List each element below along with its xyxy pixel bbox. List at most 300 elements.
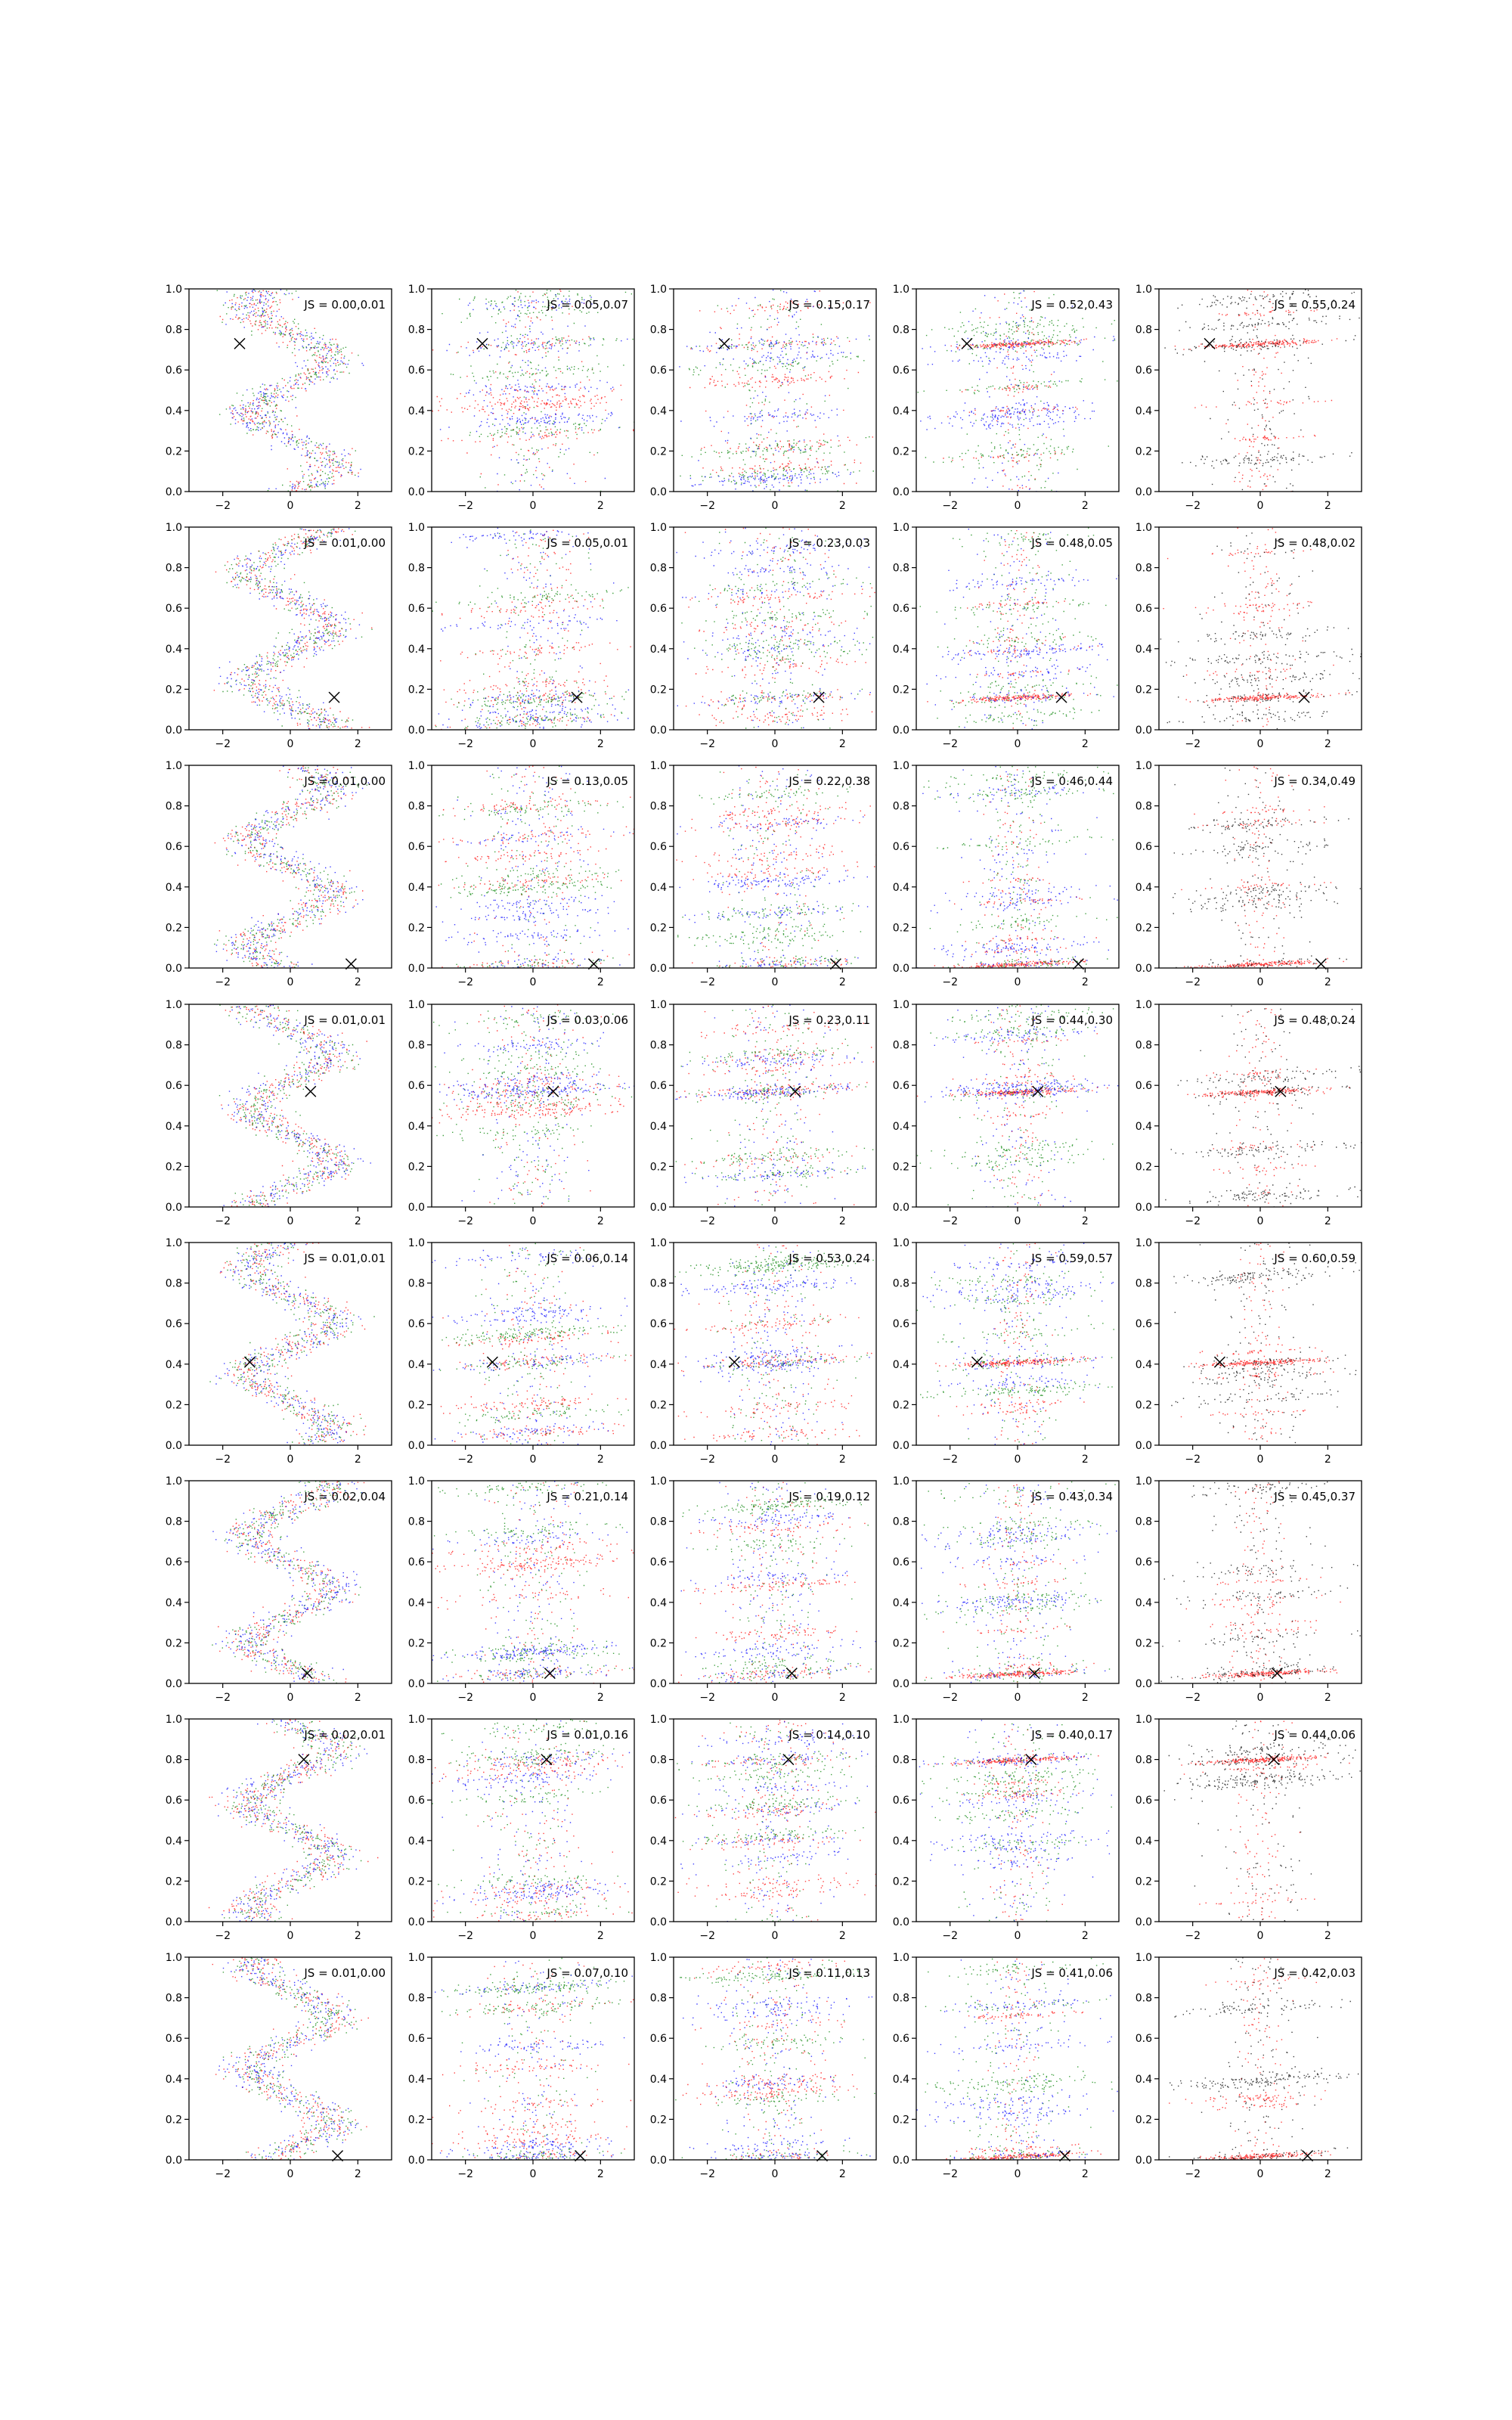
y-tick-label: 0.8	[649, 1992, 667, 2005]
points-red	[675, 1720, 876, 1922]
y-tick-label: 0.6	[407, 1556, 425, 1569]
y-tick-label: 0.2	[407, 1399, 425, 1412]
subplot-r3-c1	[408, 999, 635, 1227]
series-red	[676, 767, 876, 969]
y-tick-label: 0.4	[165, 1358, 182, 1371]
y-tick-label: 0.0	[649, 724, 667, 737]
x-tick-label: −2	[699, 738, 715, 750]
y-tick-label: 0.4	[892, 405, 909, 417]
js-annotation: JS = 0.23,0.11	[789, 1013, 870, 1027]
y-tick-label: 0.6	[1135, 2033, 1152, 2046]
y-tick-label: 0.2	[649, 1637, 667, 1650]
y-tick-label: 0.0	[165, 963, 182, 975]
y-tick-label: 1.0	[892, 1714, 909, 1726]
series-green	[438, 766, 624, 970]
y-tick-label: 0.4	[892, 1358, 909, 1371]
js-annotation: JS = 0.11,0.13	[789, 1966, 870, 1980]
y-tick-label: 0.6	[165, 1318, 182, 1331]
x-tick-label: 0	[529, 1215, 537, 1227]
series-red	[1169, 1958, 1331, 2161]
series-black	[1160, 1481, 1360, 1683]
scatter-points	[678, 1481, 876, 1684]
x-tick-label: 2	[596, 1930, 604, 1942]
series-green	[432, 1719, 629, 1922]
subplot-r0-c4	[1136, 284, 1362, 512]
subplot-r0-c0	[166, 284, 392, 512]
series-blue	[212, 1481, 362, 1684]
series-blue	[218, 528, 360, 731]
points-green	[681, 528, 873, 731]
subplot-r4-c4	[1136, 1237, 1362, 1466]
series-red	[928, 1724, 1098, 1920]
x-tick-label: −2	[1185, 2168, 1201, 2180]
points-green	[432, 1719, 629, 1922]
series-green	[681, 528, 873, 731]
series-green	[442, 1958, 624, 2161]
x-tick-label: 0	[529, 1454, 537, 1466]
points-red	[1186, 1481, 1341, 1684]
x-tick-label: −2	[457, 1215, 473, 1227]
y-tick-label: 0.8	[1135, 1039, 1152, 1052]
js-annotation: JS = 0.42,0.03	[1274, 1966, 1356, 1980]
y-tick-label: 1.0	[649, 760, 667, 772]
subplot-r4-c1	[408, 1237, 635, 1466]
points-green	[224, 1720, 361, 1922]
series-black	[1173, 768, 1361, 969]
subplot-r2-c1	[408, 760, 634, 988]
series-red	[689, 290, 873, 492]
series-green	[917, 1243, 1114, 1446]
subplot-r7-c2	[650, 1952, 877, 2180]
js-annotation: JS = 0.52,0.43	[1031, 298, 1113, 312]
y-tick-label: 0.0	[649, 1916, 667, 1928]
js-annotation: JS = 0.01,0.00	[304, 536, 386, 550]
points-red	[209, 1719, 379, 1922]
js-annotation: JS = 0.03,0.06	[547, 1013, 628, 1027]
scatter-points	[676, 765, 876, 969]
x-tick-label: −2	[457, 976, 473, 988]
y-tick-label: 0.0	[407, 1916, 425, 1928]
points-red	[683, 1959, 858, 2161]
points-green	[214, 768, 367, 970]
series-red	[221, 1005, 367, 1208]
x-tick-label: 0	[771, 1215, 779, 1227]
y-tick-label: 0.2	[649, 922, 667, 935]
points-black	[1164, 290, 1359, 492]
series-blue	[921, 1485, 1117, 1683]
y-tick-label: 0.8	[1135, 800, 1152, 813]
points-red	[220, 1243, 366, 1446]
y-tick-label: 0.0	[165, 1202, 182, 1214]
js-annotation: JS = 0.01,0.00	[304, 774, 386, 788]
points-blue	[925, 1006, 1119, 1208]
y-tick-label: 0.4	[892, 1120, 909, 1133]
series-green	[440, 1243, 629, 1444]
y-tick-label: 0.8	[649, 324, 667, 337]
x-tick-label: 2	[838, 500, 846, 512]
js-annotation: JS = 0.22,0.38	[789, 774, 870, 788]
y-tick-label: 0.4	[165, 643, 182, 656]
x-tick-label: 0	[1014, 500, 1021, 512]
subplot-r6-c3	[893, 1714, 1119, 1942]
y-tick-label: 0.8	[892, 1277, 909, 1290]
x-tick-label: −2	[215, 976, 231, 988]
y-tick-label: 0.0	[1135, 1678, 1152, 1690]
x-tick-label: −2	[699, 976, 715, 988]
y-tick-label: 0.8	[1135, 1754, 1152, 1767]
series-green	[224, 1720, 361, 1922]
points-green	[675, 1246, 874, 1444]
points-blue	[432, 1248, 635, 1447]
points-green	[918, 290, 1118, 491]
y-tick-label: 0.0	[892, 963, 909, 975]
series-blue	[919, 1720, 1112, 1922]
subplot-r3-c0	[166, 999, 392, 1227]
series-blue	[677, 528, 871, 728]
points-red	[1169, 1958, 1331, 2161]
y-tick-label: 0.4	[1135, 2073, 1152, 2086]
x-tick-label: 2	[838, 1454, 846, 1466]
y-tick-label: 0.0	[407, 963, 425, 975]
scatter-points	[214, 528, 373, 731]
js-annotation: JS = 0.06,0.14	[547, 1252, 628, 1265]
y-tick-label: 0.6	[407, 365, 425, 377]
series-green	[222, 529, 372, 731]
series-red	[678, 1482, 869, 1684]
y-tick-label: 1.0	[1135, 522, 1152, 534]
y-tick-label: 0.6	[165, 1556, 182, 1569]
points-green	[680, 290, 874, 492]
x-tick-label: 0	[529, 2168, 537, 2180]
x-tick-label: 2	[1324, 976, 1331, 988]
y-tick-label: 0.6	[892, 2033, 909, 2046]
y-tick-label: 0.4	[892, 881, 909, 894]
x-tick-label: 2	[596, 1215, 604, 1227]
y-tick-label: 0.2	[407, 2114, 425, 2127]
series-blue	[681, 1482, 876, 1684]
y-tick-label: 0.4	[1135, 881, 1152, 894]
x-tick-label: 2	[838, 1692, 846, 1704]
x-tick-label: 0	[1256, 1930, 1264, 1942]
y-tick-label: 1.0	[1135, 1475, 1152, 1488]
points-green	[434, 1481, 635, 1683]
x-tick-label: −2	[942, 2168, 958, 2180]
subplot-r1-c1	[408, 522, 634, 750]
scatter-points	[217, 289, 364, 492]
x-tick-label: 2	[596, 500, 604, 512]
series-green	[434, 1481, 635, 1683]
points-blue	[680, 1721, 868, 1922]
points-blue	[436, 766, 631, 969]
x-tick-label: 0	[771, 1692, 779, 1704]
y-tick-label: 0.6	[892, 365, 909, 377]
y-tick-label: 0.4	[649, 881, 667, 894]
x-tick-label: 0	[287, 1692, 294, 1704]
series-red	[218, 1481, 364, 1684]
scatter-points	[1165, 1005, 1362, 1208]
subplot-r4-c2	[650, 1237, 876, 1466]
js-annotation: JS = 0.55,0.24	[1274, 298, 1356, 312]
x-tick-label: 2	[1324, 1692, 1331, 1704]
points-green	[440, 1243, 629, 1444]
y-tick-label: 0.4	[165, 405, 182, 417]
x-marker	[1033, 1086, 1043, 1097]
series-red	[432, 1720, 632, 1922]
x-tick-label: −2	[215, 1454, 231, 1466]
y-tick-label: 0.2	[649, 2114, 667, 2127]
y-tick-label: 0.2	[165, 1637, 182, 1650]
y-tick-label: 0.8	[892, 324, 909, 337]
axes-frame	[432, 1481, 634, 1683]
y-tick-label: 0.4	[649, 2073, 667, 2086]
series-red	[946, 1959, 1101, 2161]
y-tick-label: 0.4	[407, 405, 425, 417]
x-tick-label: 2	[596, 738, 604, 750]
x-tick-label: −2	[457, 1454, 473, 1466]
subplot-r0-c1	[408, 284, 635, 512]
y-tick-label: 0.0	[407, 1202, 425, 1214]
y-tick-label: 0.2	[1135, 1876, 1152, 1888]
y-tick-label: 0.4	[1135, 643, 1152, 656]
points-red	[432, 289, 634, 487]
y-tick-label: 0.8	[892, 1992, 909, 2005]
y-tick-label: 1.0	[649, 999, 667, 1011]
scatter-points	[677, 527, 875, 731]
y-tick-label: 0.0	[407, 486, 425, 498]
x-tick-label: 2	[596, 1692, 604, 1704]
y-tick-label: 1.0	[1135, 999, 1152, 1011]
y-tick-label: 0.8	[165, 800, 182, 813]
subplot-r1-c0	[166, 522, 392, 750]
y-tick-label: 0.4	[165, 1835, 182, 1848]
series-red	[220, 1243, 366, 1446]
series-green	[922, 1723, 1112, 1922]
y-tick-label: 0.0	[165, 1678, 182, 1690]
points-blue	[215, 1243, 361, 1446]
points-black	[1169, 1957, 1359, 2161]
points-red	[212, 1958, 369, 2161]
points-red	[689, 290, 873, 492]
series-green	[223, 1958, 362, 2161]
y-tick-label: 0.8	[165, 562, 182, 575]
x-tick-label: 2	[1081, 1215, 1089, 1227]
y-tick-label: 0.2	[407, 1876, 425, 1888]
x-tick-label: 0	[1014, 976, 1021, 988]
scatter-points	[432, 1243, 635, 1447]
y-tick-label: 0.8	[892, 1754, 909, 1767]
subplot-r6-c2	[650, 1714, 877, 1942]
y-tick-label: 0.8	[165, 1277, 182, 1290]
axes-frame	[1159, 765, 1362, 968]
points-red	[441, 1245, 632, 1445]
series-red	[926, 1483, 1095, 1684]
x-tick-label: −2	[699, 1930, 715, 1942]
points-blue	[216, 765, 369, 968]
js-annotation: JS = 0.00,0.01	[304, 298, 386, 312]
series-black	[1160, 532, 1362, 730]
subplot-r6-c4	[1136, 1714, 1362, 1942]
x-tick-label: −2	[1185, 976, 1201, 988]
y-tick-label: 0.8	[407, 1277, 425, 1290]
points-black	[1165, 1005, 1362, 1207]
y-tick-label: 0.4	[892, 1596, 909, 1609]
y-tick-label: 0.8	[165, 1754, 182, 1767]
points-blue	[212, 1481, 362, 1684]
points-green	[222, 529, 372, 731]
x-tick-label: 0	[529, 976, 537, 988]
y-tick-label: 1.0	[1135, 1237, 1152, 1249]
x-tick-label: 0	[1014, 738, 1021, 750]
axes-frame	[189, 289, 392, 492]
js-annotation: JS = 0.34,0.49	[1274, 774, 1356, 788]
y-tick-label: 0.2	[892, 1876, 909, 1888]
x-tick-label: 2	[354, 976, 361, 988]
y-tick-label: 1.0	[892, 1952, 909, 1964]
x-tick-label: 2	[1081, 500, 1089, 512]
y-tick-label: 1.0	[407, 1237, 425, 1249]
scatter-points	[1164, 290, 1359, 492]
y-tick-label: 0.8	[407, 800, 425, 813]
subplot-r5-c0	[166, 1475, 392, 1704]
js-annotation: JS = 0.41,0.06	[1031, 1966, 1113, 1980]
series-green	[214, 768, 367, 970]
series-blue	[218, 1719, 367, 1922]
scatter-points	[1171, 1243, 1360, 1443]
y-tick-label: 0.8	[165, 1992, 182, 2005]
x-tick-label: 2	[354, 738, 361, 750]
y-tick-label: 0.0	[892, 1202, 909, 1214]
y-tick-label: 0.2	[1135, 1399, 1152, 1412]
x-tick-label: 2	[596, 976, 604, 988]
subplot-r5-c4	[1136, 1475, 1362, 1704]
points-black	[1171, 1243, 1360, 1443]
points-red	[218, 1481, 364, 1684]
x-marker	[477, 338, 488, 349]
x-tick-label: −2	[942, 1692, 958, 1704]
points-green	[675, 1957, 877, 2161]
x-tick-label: 0	[529, 500, 537, 512]
series-red	[215, 766, 364, 969]
y-tick-label: 0.8	[1135, 1516, 1152, 1528]
x-tick-label: 0	[529, 1692, 537, 1704]
series-blue	[917, 766, 1118, 969]
y-tick-label: 0.8	[649, 1516, 667, 1528]
y-tick-label: 0.8	[165, 1516, 182, 1528]
x-tick-label: −2	[215, 500, 231, 512]
points-blue	[677, 528, 871, 728]
scatter-points	[212, 1958, 369, 2161]
js-annotation: JS = 0.59,0.57	[1031, 1252, 1113, 1265]
x-tick-label: −2	[699, 1692, 715, 1704]
series-black	[1164, 290, 1359, 492]
points-red	[435, 530, 631, 731]
series-blue	[677, 765, 868, 969]
subplot-r0-c2	[650, 284, 876, 512]
axes-frame	[432, 289, 634, 492]
y-tick-label: 0.2	[1135, 922, 1152, 935]
points-red	[685, 527, 875, 726]
y-tick-label: 0.6	[892, 841, 909, 854]
points-red	[220, 290, 359, 493]
subplot-r3-c4	[1136, 999, 1362, 1227]
y-tick-label: 1.0	[407, 1714, 425, 1726]
axes-frame	[1159, 289, 1362, 492]
y-tick-label: 0.2	[407, 922, 425, 935]
subplot-r2-c4	[1136, 760, 1362, 988]
x-marker	[329, 692, 339, 703]
y-tick-label: 0.2	[649, 1399, 667, 1412]
subplot-r5-c2	[650, 1475, 876, 1704]
y-tick-label: 0.4	[407, 1835, 425, 1848]
y-tick-label: 0.8	[892, 1516, 909, 1528]
y-tick-label: 0.8	[165, 324, 182, 337]
y-tick-label: 0.0	[649, 1202, 667, 1214]
x-tick-label: 0	[771, 976, 779, 988]
js-annotation: JS = 0.01,0.01	[304, 1013, 386, 1027]
y-tick-label: 0.6	[165, 603, 182, 616]
y-tick-label: 0.8	[892, 1039, 909, 1052]
x-tick-label: −2	[942, 1930, 958, 1942]
x-tick-label: 0	[1256, 1692, 1264, 1704]
y-tick-label: 1.0	[407, 999, 425, 1011]
points-green	[917, 1004, 1114, 1207]
scatter-points	[209, 1719, 379, 1922]
y-tick-label: 1.0	[165, 999, 182, 1011]
js-annotation: JS = 0.44,0.30	[1031, 1013, 1113, 1027]
y-tick-label: 1.0	[407, 1952, 425, 1964]
series-blue	[432, 1248, 635, 1447]
points-blue	[923, 1243, 1114, 1446]
series-green	[676, 1005, 874, 1208]
x-tick-label: 2	[354, 1215, 361, 1227]
axes-frame	[916, 1243, 1119, 1445]
y-tick-label: 0.8	[649, 1277, 667, 1290]
points-red	[221, 1005, 367, 1208]
series-green	[675, 1957, 877, 2161]
y-tick-label: 0.0	[165, 486, 182, 498]
series-green	[925, 1958, 1120, 2161]
points-blue	[680, 1246, 869, 1445]
x-tick-label: 0	[1256, 738, 1264, 750]
y-tick-label: 0.2	[165, 1161, 182, 1174]
y-tick-label: 0.4	[649, 643, 667, 656]
points-blue	[218, 1719, 367, 1922]
points-red	[1181, 1720, 1349, 1919]
axes-frame	[432, 1957, 634, 2160]
subplot-r1-c2	[650, 522, 876, 750]
scatter-points	[920, 528, 1120, 731]
series-red	[927, 530, 1098, 729]
points-black	[1160, 532, 1362, 730]
y-tick-label: 0.6	[1135, 365, 1152, 377]
points-red	[215, 766, 364, 969]
x-tick-label: 2	[1081, 976, 1089, 988]
y-tick-label: 1.0	[165, 284, 182, 296]
axes-frame	[674, 765, 876, 968]
series-blue	[925, 1006, 1119, 1208]
subplot-r6-c0	[166, 1714, 392, 1942]
scatter-points	[917, 1243, 1114, 1446]
x-tick-label: −2	[457, 2168, 473, 2180]
y-tick-label: 1.0	[165, 1952, 182, 1964]
points-blue	[439, 1006, 635, 1203]
scatter-points	[675, 1004, 874, 1208]
x-tick-label: −2	[942, 1215, 958, 1227]
x-tick-label: 0	[287, 1930, 294, 1942]
y-tick-label: 1.0	[407, 522, 425, 534]
points-red	[432, 1962, 634, 2161]
y-tick-label: 0.4	[407, 2073, 425, 2086]
